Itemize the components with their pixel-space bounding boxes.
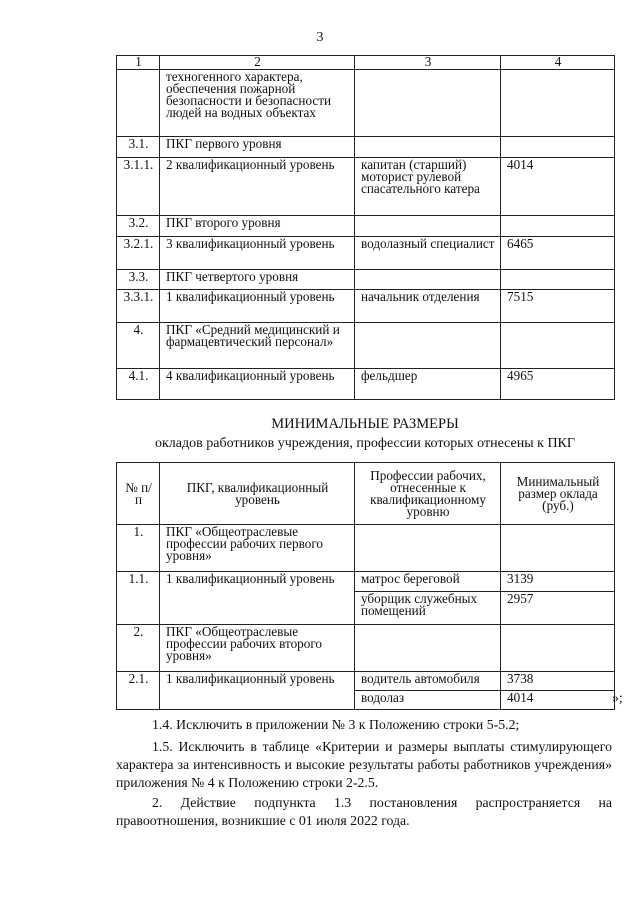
- table-row: [117, 290, 615, 323]
- row-number: 3.2.: [117, 216, 160, 237]
- minimal-salary-table: [116, 462, 615, 710]
- salary-value: 6465: [501, 237, 615, 270]
- qualification-group: ПКГ первого уровня: [160, 137, 355, 158]
- salary-value: [501, 70, 615, 137]
- table-row: [117, 237, 615, 270]
- qualification-group: 1 квалификационный уровень: [160, 290, 355, 323]
- header-number: № п/п: [117, 463, 160, 525]
- table-row: [117, 369, 615, 400]
- salary-value: 4014: [501, 158, 615, 216]
- header-profession: Профессии рабочих, отнесенные к квалификационному уровню: [355, 463, 501, 525]
- page-number: 3: [316, 30, 324, 45]
- salary-value: 3139: [501, 572, 615, 592]
- profession: [355, 137, 501, 158]
- row-number: 4.: [117, 323, 160, 369]
- profession: уборщик служебных помещений: [355, 592, 501, 625]
- profession: матрос береговой: [355, 572, 501, 592]
- table-row: [117, 70, 615, 137]
- salary-value: [501, 270, 615, 290]
- qualification-group: ПКГ четвертого уровня: [160, 270, 355, 290]
- table-row: [117, 672, 615, 691]
- salary-value: [501, 137, 615, 158]
- profession: [355, 525, 501, 572]
- profession: водолазный специалист: [355, 237, 501, 270]
- salary-value: 7515: [501, 290, 615, 323]
- table-row: [117, 625, 615, 672]
- section-subtitle: окладов работников учреждения, профессии которых отнесены к ПКГ: [155, 436, 575, 451]
- profession: фельдшер: [355, 369, 501, 400]
- qualification-group: ПКГ второго уровня: [160, 216, 355, 237]
- row-number: 2.: [117, 625, 160, 672]
- row-number: 4.1.: [117, 369, 160, 400]
- salary-value: [501, 625, 615, 672]
- salary-table-continued: [116, 55, 615, 400]
- qualification-group: 4 квалификационный уровень: [160, 369, 355, 400]
- profession: водолаз: [355, 691, 501, 710]
- row-number: 3.1.1.: [117, 158, 160, 216]
- qualification-group: техногенного характера, обеспечения пожарной безопасности и безопасности людей на водных объектах: [160, 70, 355, 137]
- table-header-row: [117, 463, 615, 525]
- qualification-group: 1 квалификационный уровень: [160, 672, 355, 710]
- profession: [355, 625, 501, 672]
- column-number: 2: [160, 56, 355, 70]
- salary-value: [501, 525, 615, 572]
- salary-value: [501, 216, 615, 237]
- profession: [355, 216, 501, 237]
- column-number: 1: [117, 56, 160, 70]
- row-number: 1.1.: [117, 572, 160, 625]
- row-number: 3.2.1.: [117, 237, 160, 270]
- table-row: [117, 137, 615, 158]
- profession: водитель автомобиля: [355, 672, 501, 691]
- table-row: [117, 572, 615, 592]
- row-number: 3.3.1.: [117, 290, 160, 323]
- profession: капитан (старший) моторист рулевой спасательного катера: [355, 158, 501, 216]
- qualification-group: ПКГ «Средний медицинский и фармацевтический персонал»: [160, 323, 355, 369]
- salary-value: 4014: [501, 691, 615, 710]
- qualification-group: 2 квалификационный уровень: [160, 158, 355, 216]
- table-row: [117, 323, 615, 369]
- qualification-group: 3 квалификационный уровень: [160, 237, 355, 270]
- salary-value: 2957: [501, 592, 615, 625]
- profession: начальник отделения: [355, 290, 501, 323]
- profession: [355, 70, 501, 137]
- paragraph-1-4: 1.4. Исключить в приложении № 3 к Положению строки 5-5.2;: [152, 717, 520, 732]
- column-number: 4: [501, 56, 615, 70]
- header-salary: Минимальный размер оклада (руб.): [501, 463, 615, 525]
- header-qualification-group: ПКГ, квалификационный уровень: [160, 463, 355, 525]
- paragraph-1-5: 1.5. Исключить в таблице «Критерии и размеры выплаты стимулирующего характера за интенсивность и высокие результаты работы работников учреждения» приложения № 4 к Положению строки 2-2.5.: [116, 739, 612, 790]
- column-number: 3: [355, 56, 501, 70]
- row-number: [117, 70, 160, 137]
- section-title: МИНИМАЛЬНЫЕ РАЗМЕРЫ: [271, 416, 459, 432]
- table-row: [117, 270, 615, 290]
- salary-value: 3738: [501, 672, 615, 691]
- salary-value: 4965: [501, 369, 615, 400]
- profession: [355, 270, 501, 290]
- qualification-group: ПКГ «Общеотраслевые профессии рабочих второго уровня»: [160, 625, 355, 672]
- qualification-group: 1 квалификационный уровень: [160, 572, 355, 625]
- row-number: 2.1.: [117, 672, 160, 710]
- table-row: [117, 158, 615, 216]
- row-number: 3.3.: [117, 270, 160, 290]
- paragraph-2: 2. Действие подпункта 1.3 постановления распространяется на правоотношения, возникшие с 01 июля 2022 года.: [116, 795, 612, 828]
- table-row: [117, 525, 615, 572]
- table-row: [117, 216, 615, 237]
- salary-value: [501, 323, 615, 369]
- row-number: 3.1.: [117, 137, 160, 158]
- profession: [355, 323, 501, 369]
- row-number: 1.: [117, 525, 160, 572]
- qualification-group: ПКГ «Общеотраслевые профессии рабочих первого уровня»: [160, 525, 355, 572]
- table-closing-quote: »;: [612, 690, 623, 705]
